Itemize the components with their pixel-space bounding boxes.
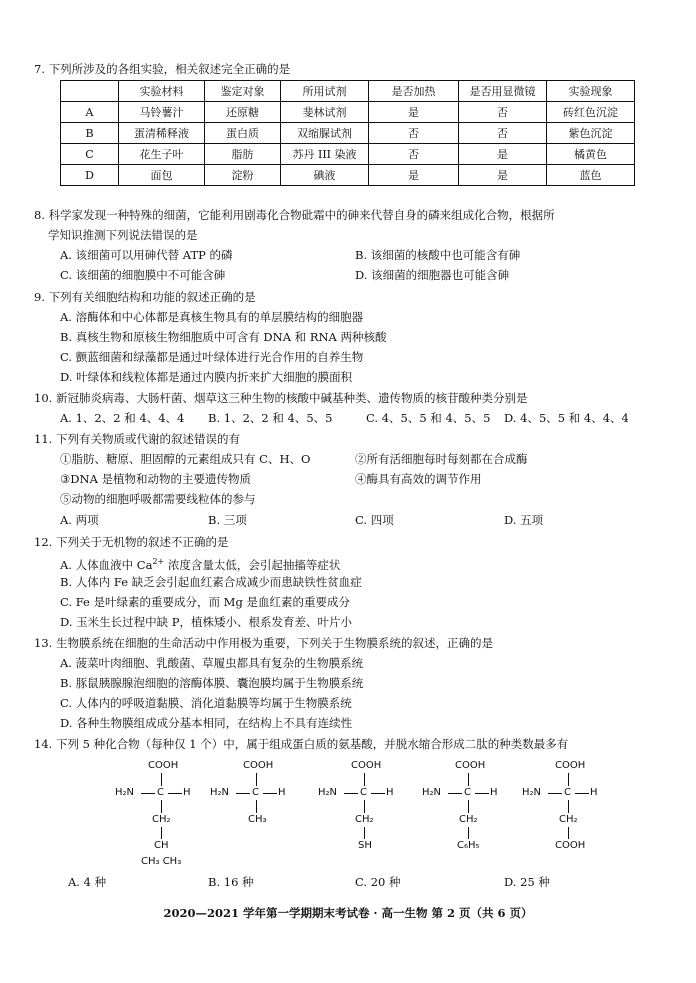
side-chain-ch3: CH₃ <box>248 814 267 825</box>
side-chain-ch2: CH₂ <box>355 814 374 825</box>
q9-option-a: A. 溶酶体和中心体都是真核生物具有的单层膜结构的细胞器 <box>60 310 364 324</box>
table-cell: C <box>61 144 119 165</box>
q9-stem: 9. 下列有关细胞结构和功能的叙述正确的是 <box>34 290 256 304</box>
side-chain-ch: CH <box>154 840 169 851</box>
table-cell: 斐林试剂 <box>281 102 369 123</box>
table-cell: 淀粉 <box>205 165 281 186</box>
table-cell: 双缩脲试剂 <box>281 123 369 144</box>
table-cell: 否 <box>369 144 459 165</box>
structure-3 <box>318 760 418 870</box>
q13-option-a: A. 菠菜叶肉细胞、乳酸菌、草履虫都具有复杂的生物膜系统 <box>60 656 364 670</box>
amino-group: H₂N <box>318 787 338 798</box>
q8-option-d: D. 该细菌的细胞器也可能含砷 <box>355 268 510 282</box>
amino-group: H₂N <box>522 787 542 798</box>
q14-option-a: A. 4 种 <box>68 875 107 889</box>
table-cell: 花生子叶 <box>119 144 205 165</box>
q12-option-b: B. 人体内 Fe 缺乏会引起血红素合成减少而患缺铁性贫血症 <box>60 575 362 589</box>
table-row <box>61 123 635 144</box>
carboxyl-group: COOH <box>455 760 486 771</box>
alpha-carbon: C <box>564 787 571 798</box>
q12-option-d: D. 玉米生长过程中缺 P，植株矮小、根系发育差、叶片小 <box>60 615 353 629</box>
q13-option-b: B. 豚鼠胰腺腺泡细胞的溶酶体膜、囊泡膜均属于生物膜系统 <box>60 676 364 690</box>
structure-1 <box>115 760 215 870</box>
carboxyl-group: COOH <box>555 760 586 771</box>
q8-stem-line1: 8. 科学家发现一种特殊的细菌，它能利用剧毒化合物砒霜中的砷来代替自身的磷来组成化合物，根据所 <box>34 208 555 222</box>
q11-statement-1: ①脂肪、糖原、胆固醇的元素组成只有 C、H、O <box>60 452 311 466</box>
table-row <box>61 165 635 186</box>
q11-statement-4: ④酶具有高效的调节作用 <box>355 472 482 486</box>
structure-5 <box>522 760 622 870</box>
calcium-charge: 2+ <box>152 557 165 566</box>
table-cell: 是 <box>369 102 459 123</box>
q13-stem: 13. 生物膜系统在细胞的生命活动中作用极为重要，下列关于生物膜系统的叙述，正确的是 <box>34 636 493 650</box>
table-cell: 是 <box>369 165 459 186</box>
q7-header-cell: 是否用显微镜 <box>459 81 547 102</box>
q11-stem: 11. 下列有关物质或代谢的叙述错误的有 <box>34 432 240 446</box>
q8-option-a: A. 该细菌可以用砷代替 ATP 的磷 <box>60 248 233 262</box>
amino-group: H₂N <box>210 787 230 798</box>
table-cell: B <box>61 123 119 144</box>
q13-option-c: C. 人体内的呼吸道黏膜、消化道黏膜等均属于生物膜系统 <box>60 696 352 710</box>
q7-header-cell: 实验现象 <box>547 81 635 102</box>
carboxyl-group: COOH <box>243 760 274 771</box>
table-cell: 否 <box>459 102 547 123</box>
side-chain-carboxyl: COOH <box>555 840 586 851</box>
table-cell: 否 <box>369 123 459 144</box>
q11-option-d: D. 五项 <box>504 513 544 527</box>
hydrogen: H <box>278 787 286 798</box>
page-footer: 2020—2021 学年第一学期期末考试卷 · 高一生物 第 2 页（共 6 页） <box>163 906 533 920</box>
table-cell: 还原糖 <box>205 102 281 123</box>
alpha-carbon: C <box>464 787 471 798</box>
q14-option-c: C. 20 种 <box>355 875 401 889</box>
q13-option-d: D. 各种生物膜组成成分基本相同，在结构上不具有连续性 <box>60 716 353 730</box>
hydrogen: H <box>386 787 394 798</box>
table-row <box>61 144 635 165</box>
side-chain-ch2: CH₂ <box>559 814 578 825</box>
side-chain-ch2: CH₂ <box>152 814 171 825</box>
side-chain-phenyl: C₆H₅ <box>457 840 480 851</box>
q7-header-cell: 所用试剂 <box>281 81 369 102</box>
table-cell: 碘液 <box>281 165 369 186</box>
table-cell: D <box>61 165 119 186</box>
q7-header-cell: 实验材料 <box>119 81 205 102</box>
table-cell: 否 <box>459 123 547 144</box>
q14-option-d: D. 25 种 <box>504 875 550 889</box>
q10-stem: 10. 新冠肺炎病毒、大肠杆菌、烟草这三种生物的核酸中碱基种类、遗传物质的核苷酸种类分别是 <box>34 391 528 405</box>
q9-option-b: B. 真核生物和原核生物细胞质中可含有 DNA 和 RNA 两种核酸 <box>60 330 387 344</box>
q12-stem: 12. 下列关于无机物的叙述不正确的是 <box>34 535 229 549</box>
table-cell: 蓝色 <box>547 165 635 186</box>
table-cell: 橘黄色 <box>547 144 635 165</box>
alpha-carbon: C <box>157 787 164 798</box>
q10-option-c: C. 4、5、5 和 4、5、5 <box>366 411 491 425</box>
side-chain-methyls: CH₃ CH₃ <box>141 856 182 867</box>
q10-option-d: D. 4、5、5 和 4、4、4 <box>504 411 629 425</box>
q11-statement-3: ③DNA 是植物和动物的主要遗传物质 <box>60 472 252 486</box>
hydrogen: H <box>590 787 598 798</box>
alpha-carbon: C <box>252 787 259 798</box>
q7-header-cell <box>61 81 119 102</box>
q12-option-a <box>60 555 340 572</box>
q11-option-a: A. 两项 <box>60 513 99 527</box>
q12-option-a-rest: 浓度含量太低，会引起抽搐等症状 <box>164 557 341 572</box>
q9-option-c: C. 颤蓝细菌和绿藻都是通过叶绿体进行光合作用的自养生物 <box>60 350 364 364</box>
hydrogen: H <box>490 787 498 798</box>
q8-stem-line2: 学知识推测下列说法错误的是 <box>48 228 198 242</box>
q7-table-header-row <box>61 81 635 102</box>
q8-option-b: B. 该细菌的核酸中也可能含有砷 <box>355 248 521 262</box>
q11-option-c: C. 四项 <box>355 513 394 527</box>
q7-stem: 7. 下列所涉及的各组实验，相关叙述完全正确的是 <box>34 62 291 76</box>
structure-2 <box>210 760 310 870</box>
side-chain-ch2: CH₂ <box>459 814 478 825</box>
q9-option-d: D. 叶绿体和线粒体都是通过内膜内折来扩大细胞的膜面积 <box>60 370 353 384</box>
q10-option-b: B. 1、2、2 和 4、5、5 <box>208 411 333 425</box>
table-cell: 脂肪 <box>205 144 281 165</box>
q10-option-a: A. 1、2、2 和 4、4、4 <box>60 411 185 425</box>
table-cell: 砖红色沉淀 <box>547 102 635 123</box>
q12-option-a-text: A. 人体血液中 Ca <box>60 557 153 572</box>
q11-option-b: B. 三项 <box>208 513 247 527</box>
amino-group: H₂N <box>115 787 135 798</box>
table-cell: 苏丹 III 染液 <box>281 144 369 165</box>
table-cell: 蛋清稀释液 <box>119 123 205 144</box>
q7-header-cell: 是否加热 <box>369 81 459 102</box>
table-cell: 面包 <box>119 165 205 186</box>
q11-statement-5: ⑤动物的细胞呼吸都需要线粒体的参与 <box>60 492 256 506</box>
table-cell: 是 <box>459 165 547 186</box>
table-cell: 马铃薯汁 <box>119 102 205 123</box>
q12-option-c: C. Fe 是叶绿素的重要成分，而 Mg 是血红素的重要成分 <box>60 595 350 609</box>
q8-option-c: C. 该细菌的细胞膜中不可能含砷 <box>60 268 226 282</box>
side-chain-sh: SH <box>358 840 372 851</box>
carboxyl-group: COOH <box>351 760 382 771</box>
table-row <box>61 102 635 123</box>
q11-statement-2: ②所有活细胞每时每刻都在合成酶 <box>355 452 528 466</box>
carboxyl-group: COOH <box>148 760 179 771</box>
table-cell: A <box>61 102 119 123</box>
amino-group: H₂N <box>422 787 442 798</box>
table-cell: 蛋白质 <box>205 123 281 144</box>
q14-option-b: B. 16 种 <box>208 875 254 889</box>
alpha-carbon: C <box>360 787 367 798</box>
structure-4 <box>422 760 522 870</box>
q14-stem: 14. 下列 5 种化合物（每种仅 1 个）中，属于组成蛋白质的氨基酸，并脱水缩合形成二肽的种类数最多有 <box>34 737 569 751</box>
q7-table <box>60 80 635 186</box>
table-cell: 是 <box>459 144 547 165</box>
table-cell: 紫色沉淀 <box>547 123 635 144</box>
hydrogen: H <box>183 787 191 798</box>
q7-header-cell: 鉴定对象 <box>205 81 281 102</box>
